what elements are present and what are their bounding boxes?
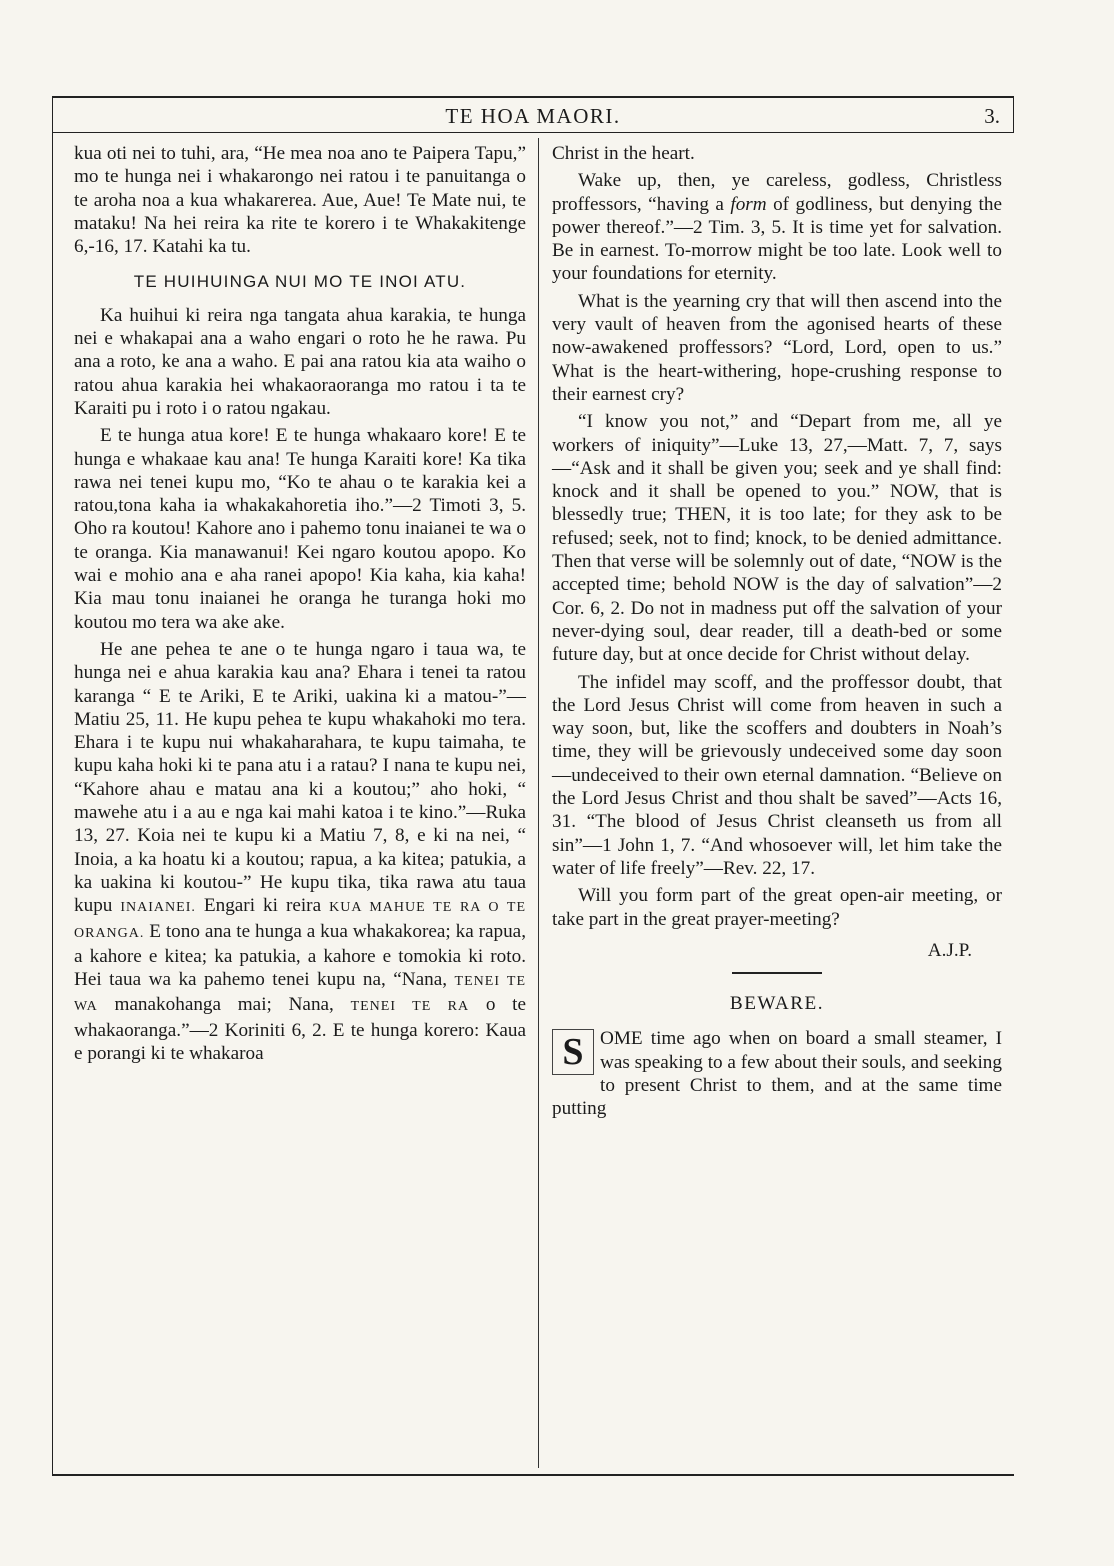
paragraph: The infidel may scoff, and the proffessor doubt, that the Lord Jesus Christ will come from heaven in such a way soon, but, like the scoffers and doubters in Noah’s time, they will be grievously undeceived some day soon—undeceived to their own eternal damnation. “Believe on the Lord Jesus Christ and thou shalt be saved”—Acts 16, 31. “The blood of Jesus Christ cleanseth us from all sin”—1 John 1, 7. “And whosoever will, let him take the water of life freely”—Rev. 22, 17. <box>552 671 1002 879</box>
page-title: TE HOA MAORI. <box>445 104 621 128</box>
right-column <box>552 142 1002 1125</box>
paragraph: S OME time ago when on board a small steamer, I was speaking to a few about their souls, and seeking to present Christ to them, and at the same time putting <box>552 1028 1002 1120</box>
top-rule <box>52 96 1014 98</box>
paragraph: Wake up, then, ye careless, godless, Christless proffessors, “having a form of godliness, but denying the power thereof.”—2 Tim. 3, 5. It is time yet for salvation. Be in earnest. To-morrow might be too late. Look well to your foundations for eternity. <box>552 170 1003 285</box>
paragraph: kua oti nei to tuhi, ara, “He mea noa ano te Paipera Tapu,” mo te hunga nei i whakarongo nei ratou i te panuitanga o te aroha noa a kua whakarerea. Aue, Aue! Te Mate nui, te mataku! Na hei reira ka rite te korero i te Whakakitenge 6,-16, 17. Katahi ka tu. <box>74 143 526 258</box>
paragraph: What is the yearning cry that will then ascend into the very vault of heaven from the agonised hearts of these now-awakened proffessors? “Lord, Lord, open to us.” What is the heart-withering, hope-crushing response to their earnest cry? <box>552 290 1002 405</box>
left-column <box>74 142 526 1069</box>
small-caps-text: KUA MAHUE TE RA O TE ORANGA. <box>74 900 526 941</box>
bottom-rule <box>52 1474 1014 1476</box>
paragraph: Ka huihui ki reira nga tangata ahua karakia, te hunga nei e whakapai ana a waho engari o roto he he rawa. Pu ana a roto, ke ana a waho. E pai ana ratou kia ata waiho o ratou ahua karakia hei whakaoraoranga mo ratou i ta te Karaiti pu i roto i o ratou ngakau. <box>74 304 526 419</box>
header-rule <box>52 132 1014 133</box>
left-border <box>52 96 53 1474</box>
paragraph: Will you form part of the great open-air meeting, or take part in the great prayer-meeting? <box>552 885 1002 930</box>
column-divider <box>538 138 539 1468</box>
section-heading: BEWARE. <box>729 993 825 1015</box>
page-number: 3. <box>984 104 1000 128</box>
small-caps-text: TENEI TE WA <box>74 974 527 1015</box>
paragraph: He ane pehea te ane o te hunga ngaro i taua wa, te hunga nei e ahua karakia kau ana? Ehara i tenei ta ratou karanga “ E te Ariki, E te Ariki, uakina ki a matou-”—Matiu 25, 11. He kupu pehea te kupu whakahoki mo tera. Ehara i te kupu nui whakaharahara, te kupu taimaha, te kupu kaha hoki ki te pana atu i a ratau? I nana te kupu nei, “Kahore ahau e matau ana ki a koutou;” aho hoki, “ mawehe atu i a au e nga kai mahi katoa i te kino.”—Ruka 13, 27. Koia nei te kupu ki a Matiu 7, 8, e ki na nei, “ Inoia, a ka hoatu ki a koutou; rapua, a ka kitea; patukia, a ka uakina ki koutou-” He kupu tika, tika rawa atu taua kupu INAIANEI. Engari ki reira KUA MAHUE TE RA O TE ORANGA. E tono ana te hunga a kua whakakorea; ka rapua, a kahore e kitea; ka patukia, a kahore e tomokia ki roto. Hei taua wa ka pahemo tenei kupu na, “Nana, TENEI TE WA manakohanga mai; Nana, TENEI TE RA o te whakaoranga.”—2 Koriniti 6, 2. E te hunga korero: Kaua e porangi ki te whakaroa <box>74 638 527 1064</box>
newspaper-page <box>52 96 1014 1476</box>
drop-cap: S <box>552 1029 594 1075</box>
paragraph: “I know you not,” and “Depart from me, all ye workers of iniquity”—Luke 13, 27,—Matt. 7, 7, says—“Ask and it shall be given you; seek and ye shall find: knock and it shall be opened to you.” NOW, that is blessedly true; THEN, it is too late; for they ask to be refused; seek, not to find; knock, to be denied admittance. Then that verse will be solemnly out of date, “NOW is the accepted time; behold NOW is the day of salvation”—2 Cor. 6, 2. Do not in madness put off the salvation of your never-dying soul, dear reader, till a death-bed or some future day, but at once decide for Christ without delay. <box>552 411 1002 666</box>
emphasis-text: form <box>730 193 767 215</box>
section-divider <box>732 972 822 974</box>
section-heading: TE HUIHUINGA NUI MO TE INOI ATU. <box>133 272 467 292</box>
paragraph: E te hunga atua kore! E te hunga whakaaro kore! E te hunga e whakaae kau ana! Te hunga Karaiti kore! Ka tika rawa nei tenei kupu mo, “Ko te ahau o te karakia kei a ratou,tona kaha ia whakakahoretia iho.”—2 Timoti 3, 5. Oho ra koutou! Kahore ano i pahemo tonu inaianei te wa o te oranga. Kia manawanui! Kei ngaro koutou apopo. Ko wai e mohio ana e aha ranei apopo! Kia kaha, kia kaha! Kia mau tonu inaianei he oranga he turanga hoki mo koutou mo tera wa ake ake. <box>74 425 526 633</box>
paragraph: Christ in the heart. <box>552 143 695 164</box>
small-caps-text: INAIANEI. <box>120 900 196 916</box>
signature: A.J.P. <box>927 939 972 961</box>
small-caps-text: TENEI TE RA <box>350 999 470 1015</box>
